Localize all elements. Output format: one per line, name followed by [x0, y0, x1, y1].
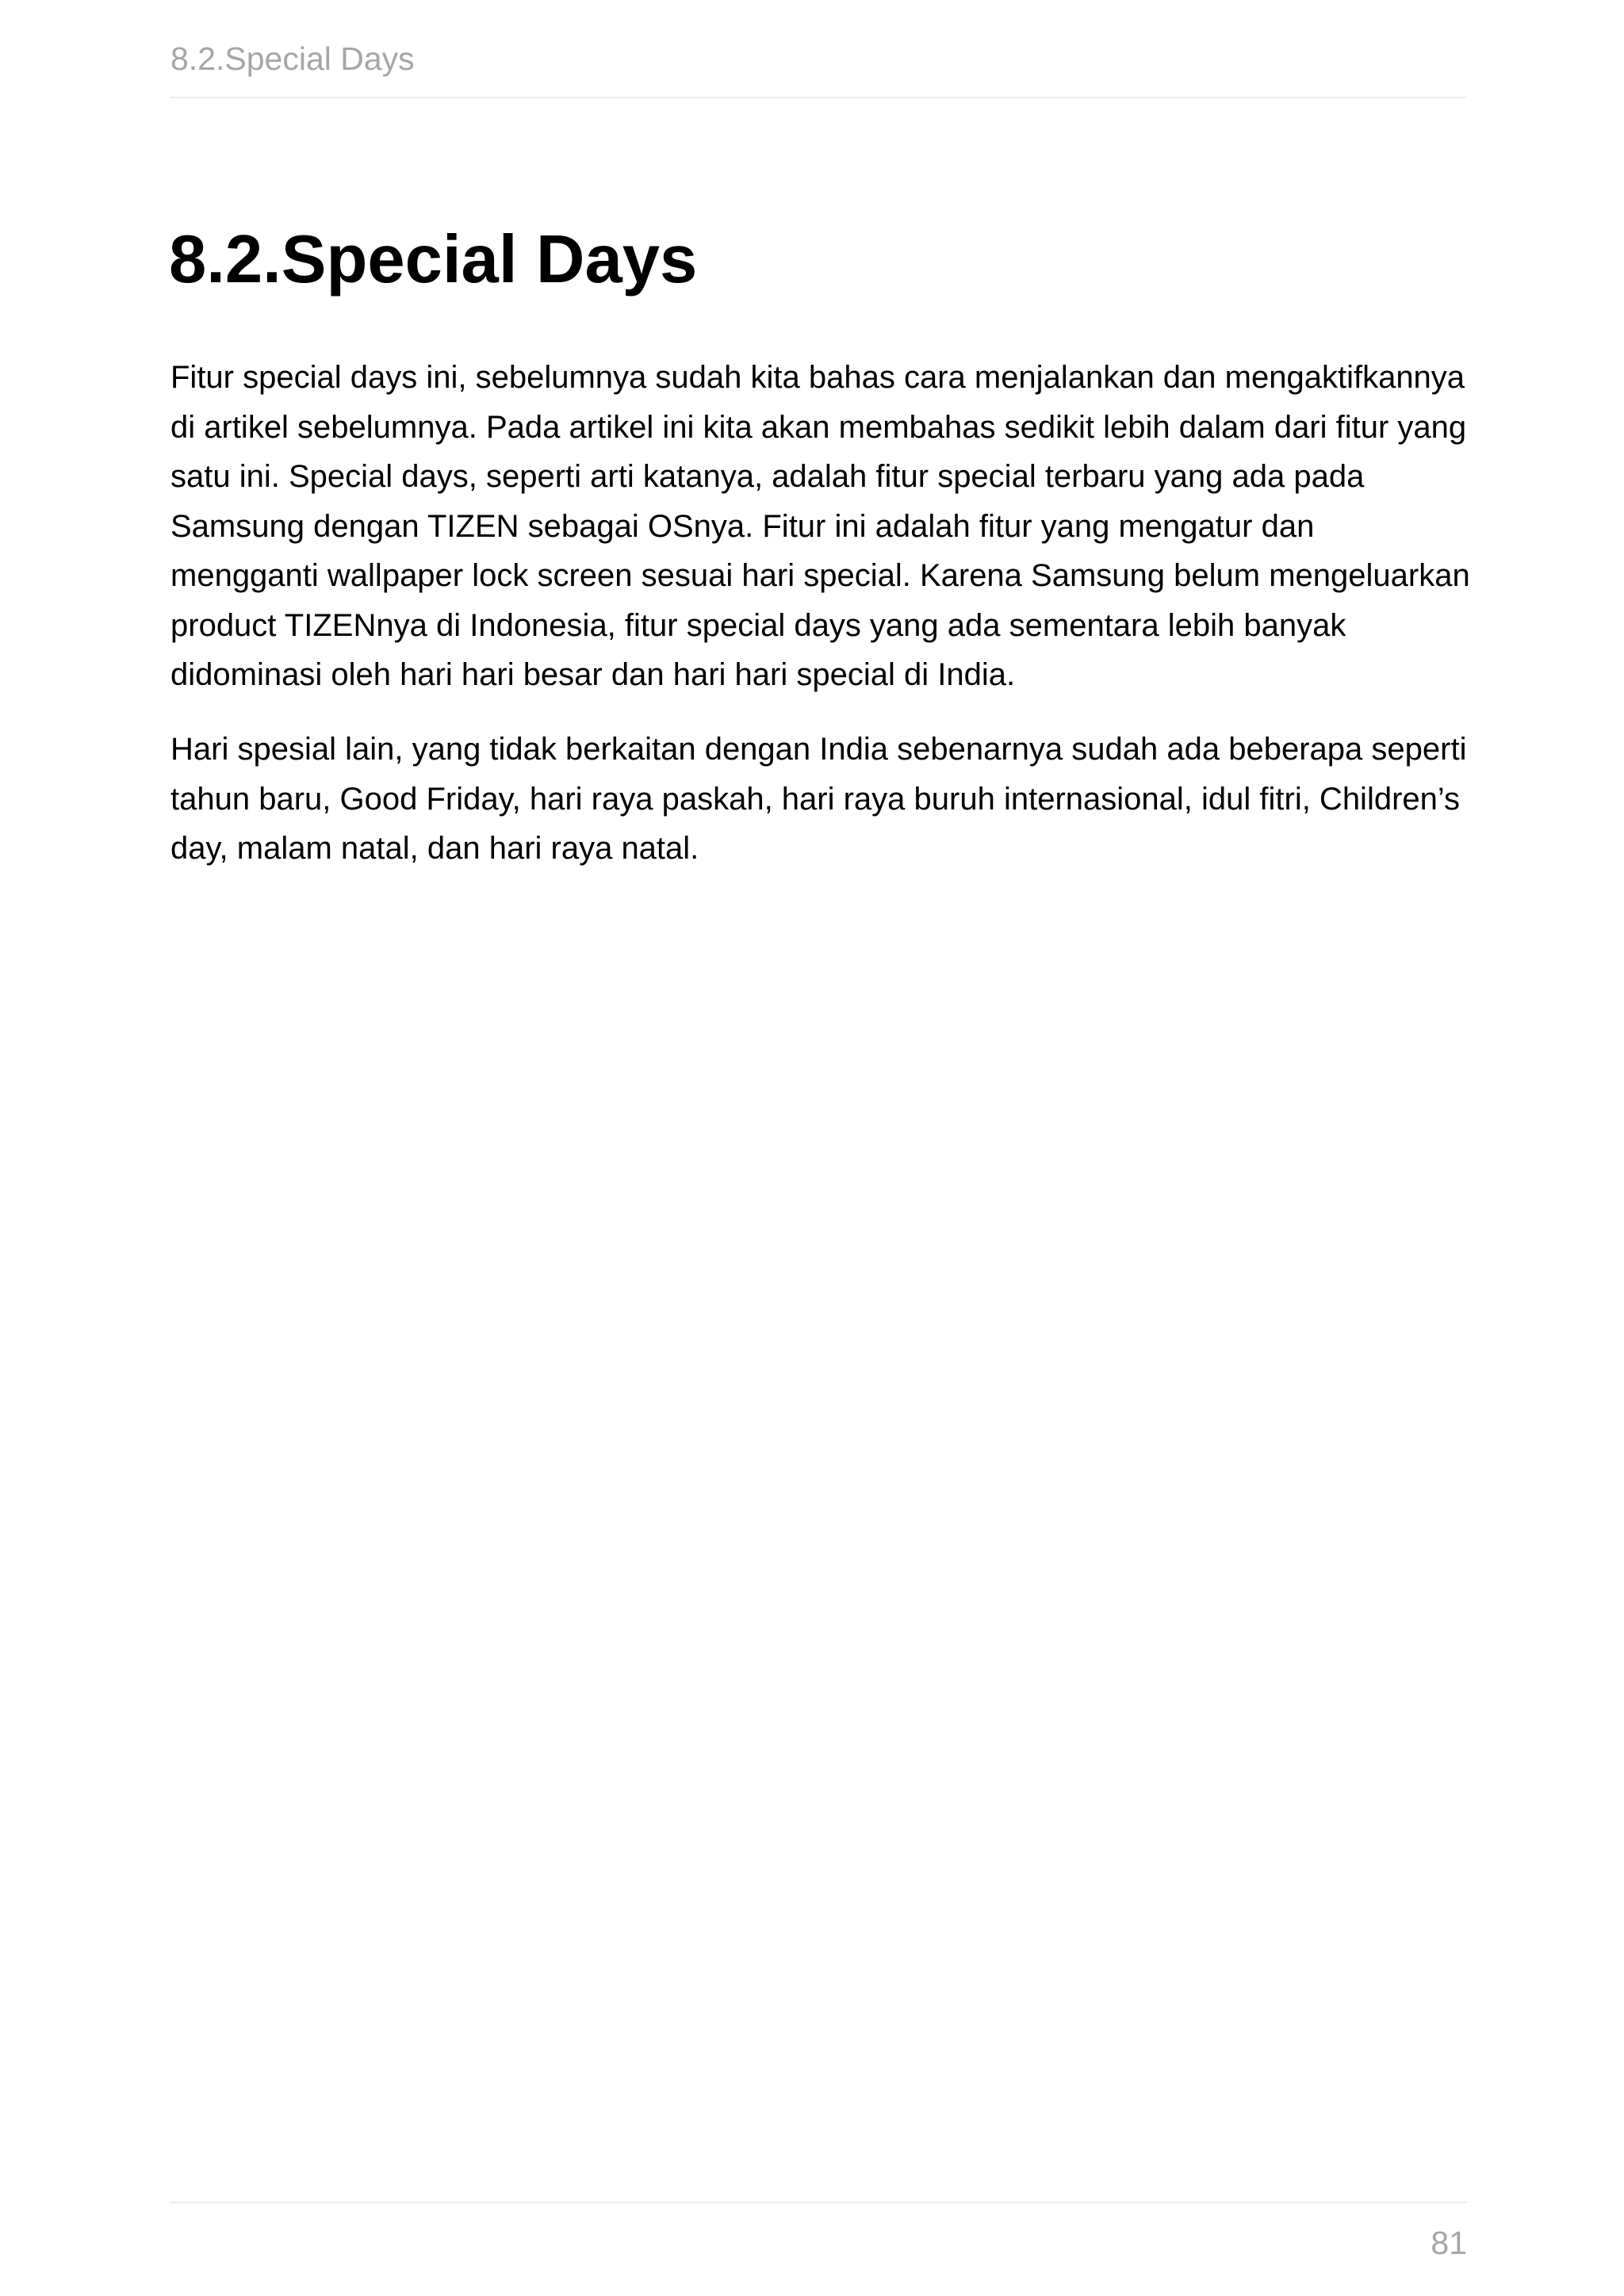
footer-divider — [170, 2202, 1467, 2203]
paragraph-line: Samsung dengan TIZEN sebagai OSnya. Fitur ini adalah fitur yang mengatur dan — [170, 508, 1315, 544]
paragraph-line: day, malam natal, dan hari raya natal. — [170, 831, 699, 866]
running-header: 8.2.Special Days — [170, 40, 415, 77]
page-number: 81 — [1431, 2225, 1467, 2261]
paragraph-line: mengganti wallpaper lock screen sesuai hari special. Karena Samsung belum mengeluarkan — [170, 558, 1470, 593]
paragraph-line: tahun baru, Good Friday, hari raya paskah, hari raya buruh internasional, idul fitri, Children’s — [170, 781, 1461, 817]
paragraph-1 — [170, 353, 1487, 700]
paragraph-line: product TIZENnya di Indonesia, fitur special days yang ada sementara lebih banyak — [170, 607, 1346, 643]
paragraph-line: Fitur special days ini, sebelumnya sudah kita bahas cara menjalankan dan mengaktifkannya — [170, 360, 1465, 395]
header-divider — [170, 97, 1467, 98]
paragraph-line: Hari spesial lain, yang tidak berkaitan dengan India sebenarnya sudah ada beberapa seperti — [170, 732, 1467, 767]
paragraph-2 — [170, 725, 1487, 874]
paragraph-line: didominasi oleh hari hari besar dan hari hari special di India. — [170, 657, 1016, 692]
paragraph-line: di artikel sebelumnya. Pada artikel ini kita akan membahas sedikit lebih dalam dari fitur yang — [170, 409, 1467, 445]
page-title: 8.2.Special Days — [169, 222, 698, 297]
paragraph-line: satu ini. Special days, seperti arti katanya, adalah fitur special terbaru yang ada pada — [170, 459, 1365, 494]
